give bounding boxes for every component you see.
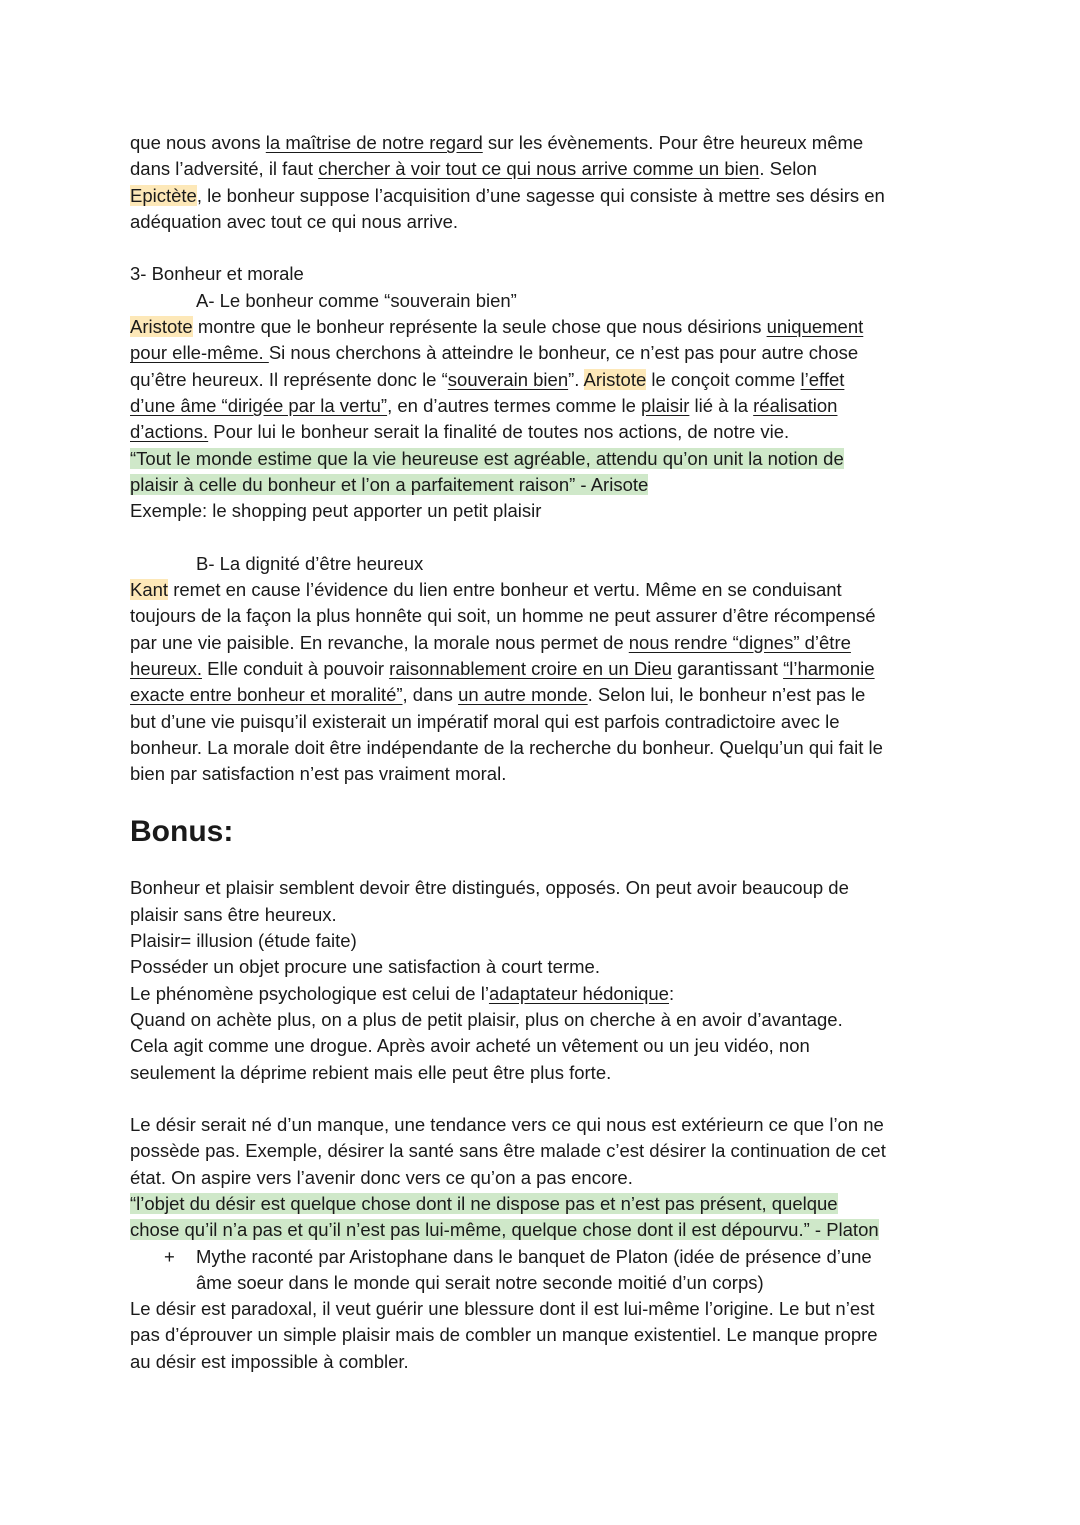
highlight-name: Epictète	[130, 184, 197, 206]
highlight-quote: plaisir à celle du bonheur et l’on a parfaitement raison” - Arisote	[130, 473, 649, 495]
highlight-name: Aristote	[583, 368, 647, 390]
highlight-name: Kant	[130, 579, 169, 601]
underlined-text: un autre monde	[458, 684, 588, 706]
highlight-quote: “l’objet du désir est quelque chose dont il ne dispose pas et n’est pas présent, quelque	[130, 1192, 838, 1214]
highlight-name: Aristote	[130, 316, 193, 338]
paragraph-line: Epictète, le bonheur suppose l’acquisition d’une sagesse qui consiste à mettre ses désirs en	[130, 184, 885, 206]
subsection-heading: B- La dignité d’être heureux	[196, 552, 424, 574]
underlined-text: la maîtrise de notre regard	[265, 132, 483, 153]
paragraph-line: Quand on achète plus, on a plus de petit plaisir, plus on cherche à en avoir d’avantage.	[130, 1008, 843, 1030]
paragraph-line: Plaisir= illusion (étude faite)	[130, 930, 357, 952]
underlined-text: d’actions.	[130, 421, 209, 443]
underlined-text: d’une âme “dirigée par la vertu”	[130, 394, 388, 416]
paragraph-line: état. On aspire vers l’avenir donc vers ce qu’on a pas encore.	[130, 1166, 633, 1188]
spacer	[130, 1086, 960, 1112]
underlined-text: pour elle-même.	[130, 342, 269, 364]
underlined-text: nous rendre “dignes” d’être	[628, 631, 851, 653]
section-heading: 3- Bonheur et morale	[130, 263, 304, 285]
quote-line	[130, 446, 960, 472]
plus-bullet-icon: +	[164, 1245, 175, 1267]
paragraph-line: Kant remet en cause l’évidence du lien entre bonheur et vertu. Même en se conduisant	[130, 579, 842, 601]
underlined-text: “l’harmonie	[783, 657, 875, 679]
paragraph-line: bonheur. La morale doit être indépendante de la recherche du bonheur. Quelqu’un qui fait le	[130, 736, 883, 758]
paragraph-line: plaisir sans être heureux.	[130, 903, 337, 925]
paragraph-line: pas d’éprouver un simple plaisir mais de combler un manque existentiel. Le manque propre	[130, 1324, 878, 1346]
quote-line	[130, 1217, 960, 1243]
underlined-text: adaptateur hédonique	[488, 982, 669, 1004]
subsection-heading: A- Le bonheur comme “souverain bien”	[196, 289, 517, 311]
paragraph-line: d’une âme “dirigée par la vertu”, en d’autres termes comme le plaisir lié à la réalisation	[130, 394, 838, 416]
paragraph-line: possède pas. Exemple, désirer la santé sans être malade c’est désirer la continuation de cet	[130, 1140, 886, 1162]
bonus-heading: Bonus:	[130, 815, 234, 849]
paragraph-line: dans l’adversité, il faut chercher à voir tout ce qui nous arrive comme un bien. Selon	[130, 158, 817, 180]
paragraph-line: par une vie paisible. En revanche, la morale nous permet de nous rendre “dignes” d’être	[130, 631, 851, 653]
underlined-text: plaisir	[641, 394, 690, 416]
paragraph-line: bien par satisfaction n’est pas vraiment moral.	[130, 763, 507, 785]
spacer	[130, 235, 960, 261]
paragraph-line: heureux. Elle conduit à pouvoir raisonnablement croire en un Dieu garantissant “l’harmonie	[130, 657, 875, 679]
highlight-quote: chose qu’il n’a pas et qu’il n’est pas lui-même, quelque chose dont il est dépourvu.” - Platon	[130, 1219, 879, 1241]
paragraph-line: Exemple: le shopping peut apporter un petit plaisir	[130, 500, 542, 522]
paragraph-line: seulement la déprime rebient mais elle peut être plus forte.	[130, 1061, 612, 1083]
underlined-text: réalisation	[753, 394, 838, 416]
paragraph-line: que nous avons la maîtrise de notre regard sur les évènements. Pour être heureux même	[130, 132, 864, 153]
highlight-quote: “Tout le monde estime que la vie heureuse est agréable, attendu qu’on unit la notion de	[130, 447, 844, 469]
underlined-text: raisonnablement croire en un Dieu	[389, 657, 672, 679]
paragraph-line: Le désir est paradoxal, il veut guérir une blessure dont il est lui-même l’origine. Le but n’est	[130, 1298, 875, 1320]
document-page	[130, 130, 960, 1375]
underlined-text: exacte entre bonheur et moralité”	[130, 684, 403, 706]
quote-line	[130, 1191, 960, 1217]
paragraph-line: Le désir serait né d’un manque, une tendance vers ce qui nous est extérieurn ce que l’on ne	[130, 1114, 884, 1136]
underlined-text: l’effet	[800, 368, 845, 390]
quote-line	[130, 472, 960, 498]
underlined-text: souverain bien	[447, 368, 569, 390]
paragraph-line: Bonheur et plaisir semblent devoir être distingués, opposés. On peut avoir beaucoup de	[130, 877, 849, 899]
bullet-item-continuation: âme soeur dans le monde qui serait notre seconde moitié d’un corps)	[196, 1271, 764, 1293]
paragraph-line: Aristote montre que le bonheur représente la seule chose que nous désirions uniquement	[130, 316, 864, 338]
spacer	[130, 524, 960, 550]
bullet-item: + Mythe raconté par Aristophane dans le banquet de Platon (idée de présence d’une	[130, 1244, 960, 1270]
paragraph-line: d’actions. Pour lui le bonheur serait la finalité de toutes nos actions, de notre vie.	[130, 421, 790, 443]
paragraph-line: but d’une vie puisqu’il existerait un impératif moral qui est parfois contradictoire avec le	[130, 710, 840, 732]
underlined-text: uniquement	[766, 316, 864, 338]
paragraph-line: Posséder un objet procure une satisfaction à court terme.	[130, 956, 600, 978]
paragraph-line: adéquation avec tout ce qui nous arrive.	[130, 210, 459, 232]
paragraph-line: pour elle-même. Si nous cherchons à atteindre le bonheur, ce n’est pas pour autre chose	[130, 342, 859, 364]
paragraph-line: exacte entre bonheur et moralité”, dans un autre monde. Selon lui, le bonheur n’est pas le	[130, 684, 866, 706]
paragraph-line: qu’être heureux. Il représente donc le “souverain bien”. Aristote le conçoit comme l’effet	[130, 368, 845, 390]
paragraph-line: Le phénomène psychologique est celui de l’adaptateur hédonique:	[130, 982, 675, 1004]
underlined-text: chercher à voir tout ce qui nous arrive comme un bien	[318, 158, 760, 180]
paragraph-line: Cela agit comme une drogue. Après avoir acheté un vêtement ou un jeu vidéo, non	[130, 1035, 810, 1057]
paragraph-line: toujours de la façon la plus honnête qui soit, un homme ne peut assurer d’être récompensé	[130, 605, 876, 627]
underlined-text: heureux.	[130, 657, 202, 679]
paragraph-line: au désir est impossible à combler.	[130, 1350, 409, 1372]
